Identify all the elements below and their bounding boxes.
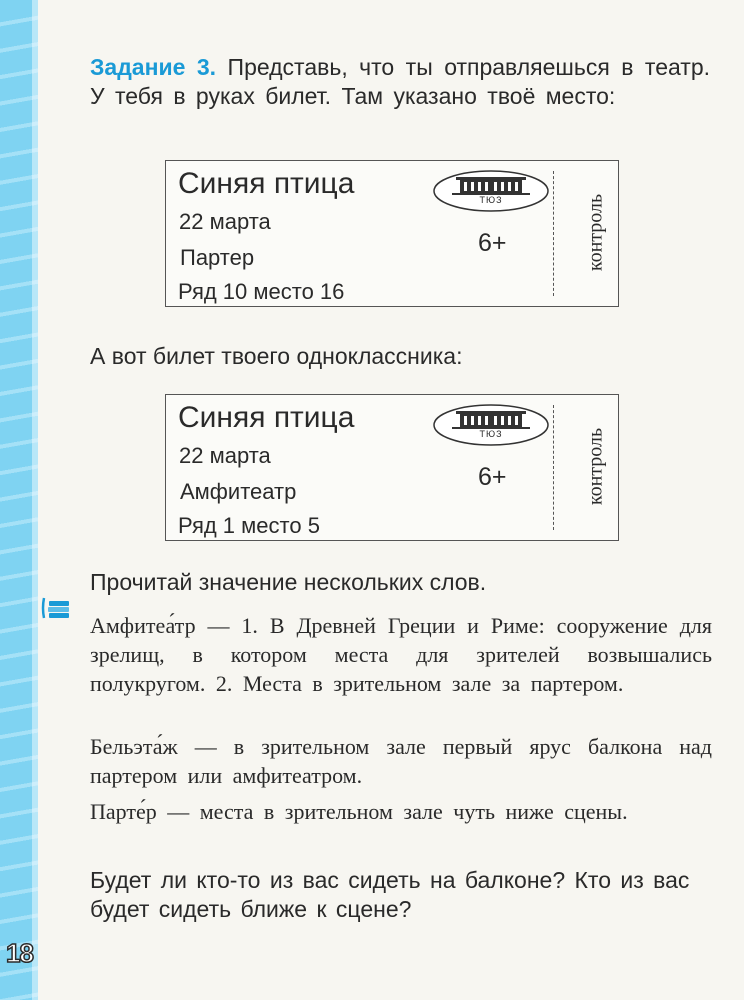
theatre-building-icon	[432, 169, 550, 213]
question-text: Будет ли кто-то из вас сидеть на балконе? Кто из вас будет сидеть ближе к сцене?	[90, 867, 690, 922]
ticket-date: 22 марта	[179, 443, 271, 468]
page-number: 18	[6, 938, 33, 968]
ticket-stub-label: контроль	[584, 427, 607, 506]
task-label: Задание 3.	[90, 54, 217, 80]
ticket-seat: Ряд 1 место 5	[178, 513, 320, 538]
definition-parterre: Парте́р — места в зрительном зале чуть ниже сцены.	[90, 799, 628, 824]
definition-amphitheatre: Амфитеа́тр — 1. В Древней Греции и Риме: сооружение для зрелищ, в котором места для зрителей возвышались полукругом. 2. Места в зрительном зале за партером.	[90, 613, 712, 696]
definition-beletage: Бельэта́ж — в зрительном зале первый ярус балкона над партером или амфитеатром.	[90, 734, 712, 788]
ticket-show-title: Синяя птица	[178, 401, 355, 434]
ticket-section: Партер	[180, 245, 255, 270]
ticket-classmate	[165, 394, 619, 541]
decorative-side-strip	[0, 0, 38, 1000]
task-text: Представь, что ты отправляешься в театр. У тебя в руках билет. Там указано твоё место:	[90, 54, 711, 109]
classmate-intro: А вот билет твоего одноклассника:	[90, 343, 463, 369]
ticket-date: 22 марта	[179, 209, 271, 234]
perforation-line	[553, 171, 554, 296]
read-prompt: Прочитай значение нескольких слов.	[90, 569, 487, 595]
ticket-show-title: Синяя птица	[178, 167, 355, 200]
task-paragraph	[90, 53, 710, 111]
ticket-section: Амфитеатр	[180, 479, 297, 504]
perforation-line	[553, 405, 554, 530]
ticket-age-rating: 6+	[478, 463, 507, 491]
logo-text: ТЮЗ	[479, 195, 503, 205]
logo-text: ТЮЗ	[479, 429, 503, 439]
ticket-seat: Ряд 10 место 16	[178, 279, 345, 304]
theatre-building-icon	[432, 403, 550, 447]
ticket-mine	[165, 160, 619, 307]
ticket-stub-label: контроль	[584, 193, 607, 272]
book-stack-icon	[40, 592, 72, 624]
ticket-age-rating: 6+	[478, 229, 507, 257]
